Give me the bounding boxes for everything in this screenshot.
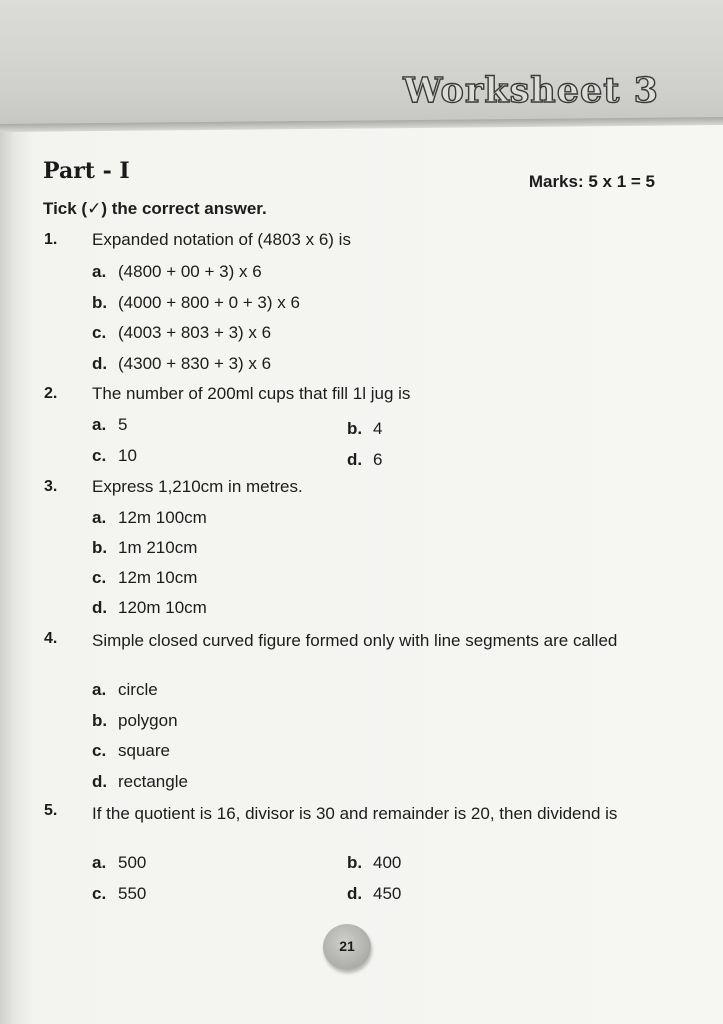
option-3b[interactable]: b. 1m 210cm [92,538,198,557]
option-3c[interactable]: c. 12m 10cm [92,568,198,587]
option-2b[interactable]: b. 4 [347,419,383,438]
question-number: 4. [44,630,58,647]
question-number: 1. [44,231,58,248]
option-2a[interactable]: a. 5 [92,415,128,434]
option-2d[interactable]: d. 6 [347,450,383,469]
question-number: 5. [44,802,58,819]
option-4a[interactable]: a. circle [92,680,158,699]
option-5a[interactable]: a. 500 [92,853,147,872]
page-number-badge: 21 [323,924,371,970]
option-4d[interactable]: d. rectangle [92,772,188,791]
option-3a[interactable]: a. 12m 100cm [92,508,207,527]
option-4c[interactable]: c. square [92,741,170,760]
option-5b[interactable]: b. 400 [347,853,402,872]
part-title: Part - I [43,158,130,184]
question-text: Expanded notation of (4803 x 6) is [92,230,351,249]
option-1a[interactable]: a. (4800 + 00 + 3) x 6 [92,262,262,281]
option-5d[interactable]: d. 450 [347,884,402,903]
question-number: 3. [44,478,58,495]
option-2c[interactable]: c. 10 [92,446,137,465]
header-band [0,0,723,132]
option-1b[interactable]: b. (4000 + 800 + 0 + 3) x 6 [92,293,300,312]
worksheet-title: Worksheet 3 [403,70,659,111]
question-text: Simple closed curved figure formed only with line segments are called [92,631,618,650]
marks-label: Marks: 5 x 1 = 5 [528,172,655,191]
question-number: 2. [44,385,58,402]
option-1c[interactable]: c. (4003 + 803 + 3) x 6 [92,323,272,342]
question-text: The number of 200ml cups that fill 1l jug is [92,384,411,403]
instruction: Tick (✓) the correct answer. [43,199,267,218]
question-text: Express 1,210cm in metres. [92,477,303,496]
option-5c[interactable]: c. 550 [92,884,147,903]
option-4b[interactable]: b. polygon [92,711,178,730]
option-3d[interactable]: d. 120m 10cm [92,598,207,617]
option-1d[interactable]: d. (4300 + 830 + 3) x 6 [92,354,272,373]
question-text: If the quotient is 16, divisor is 30 and remainder is 20, then dividend is [92,804,618,823]
